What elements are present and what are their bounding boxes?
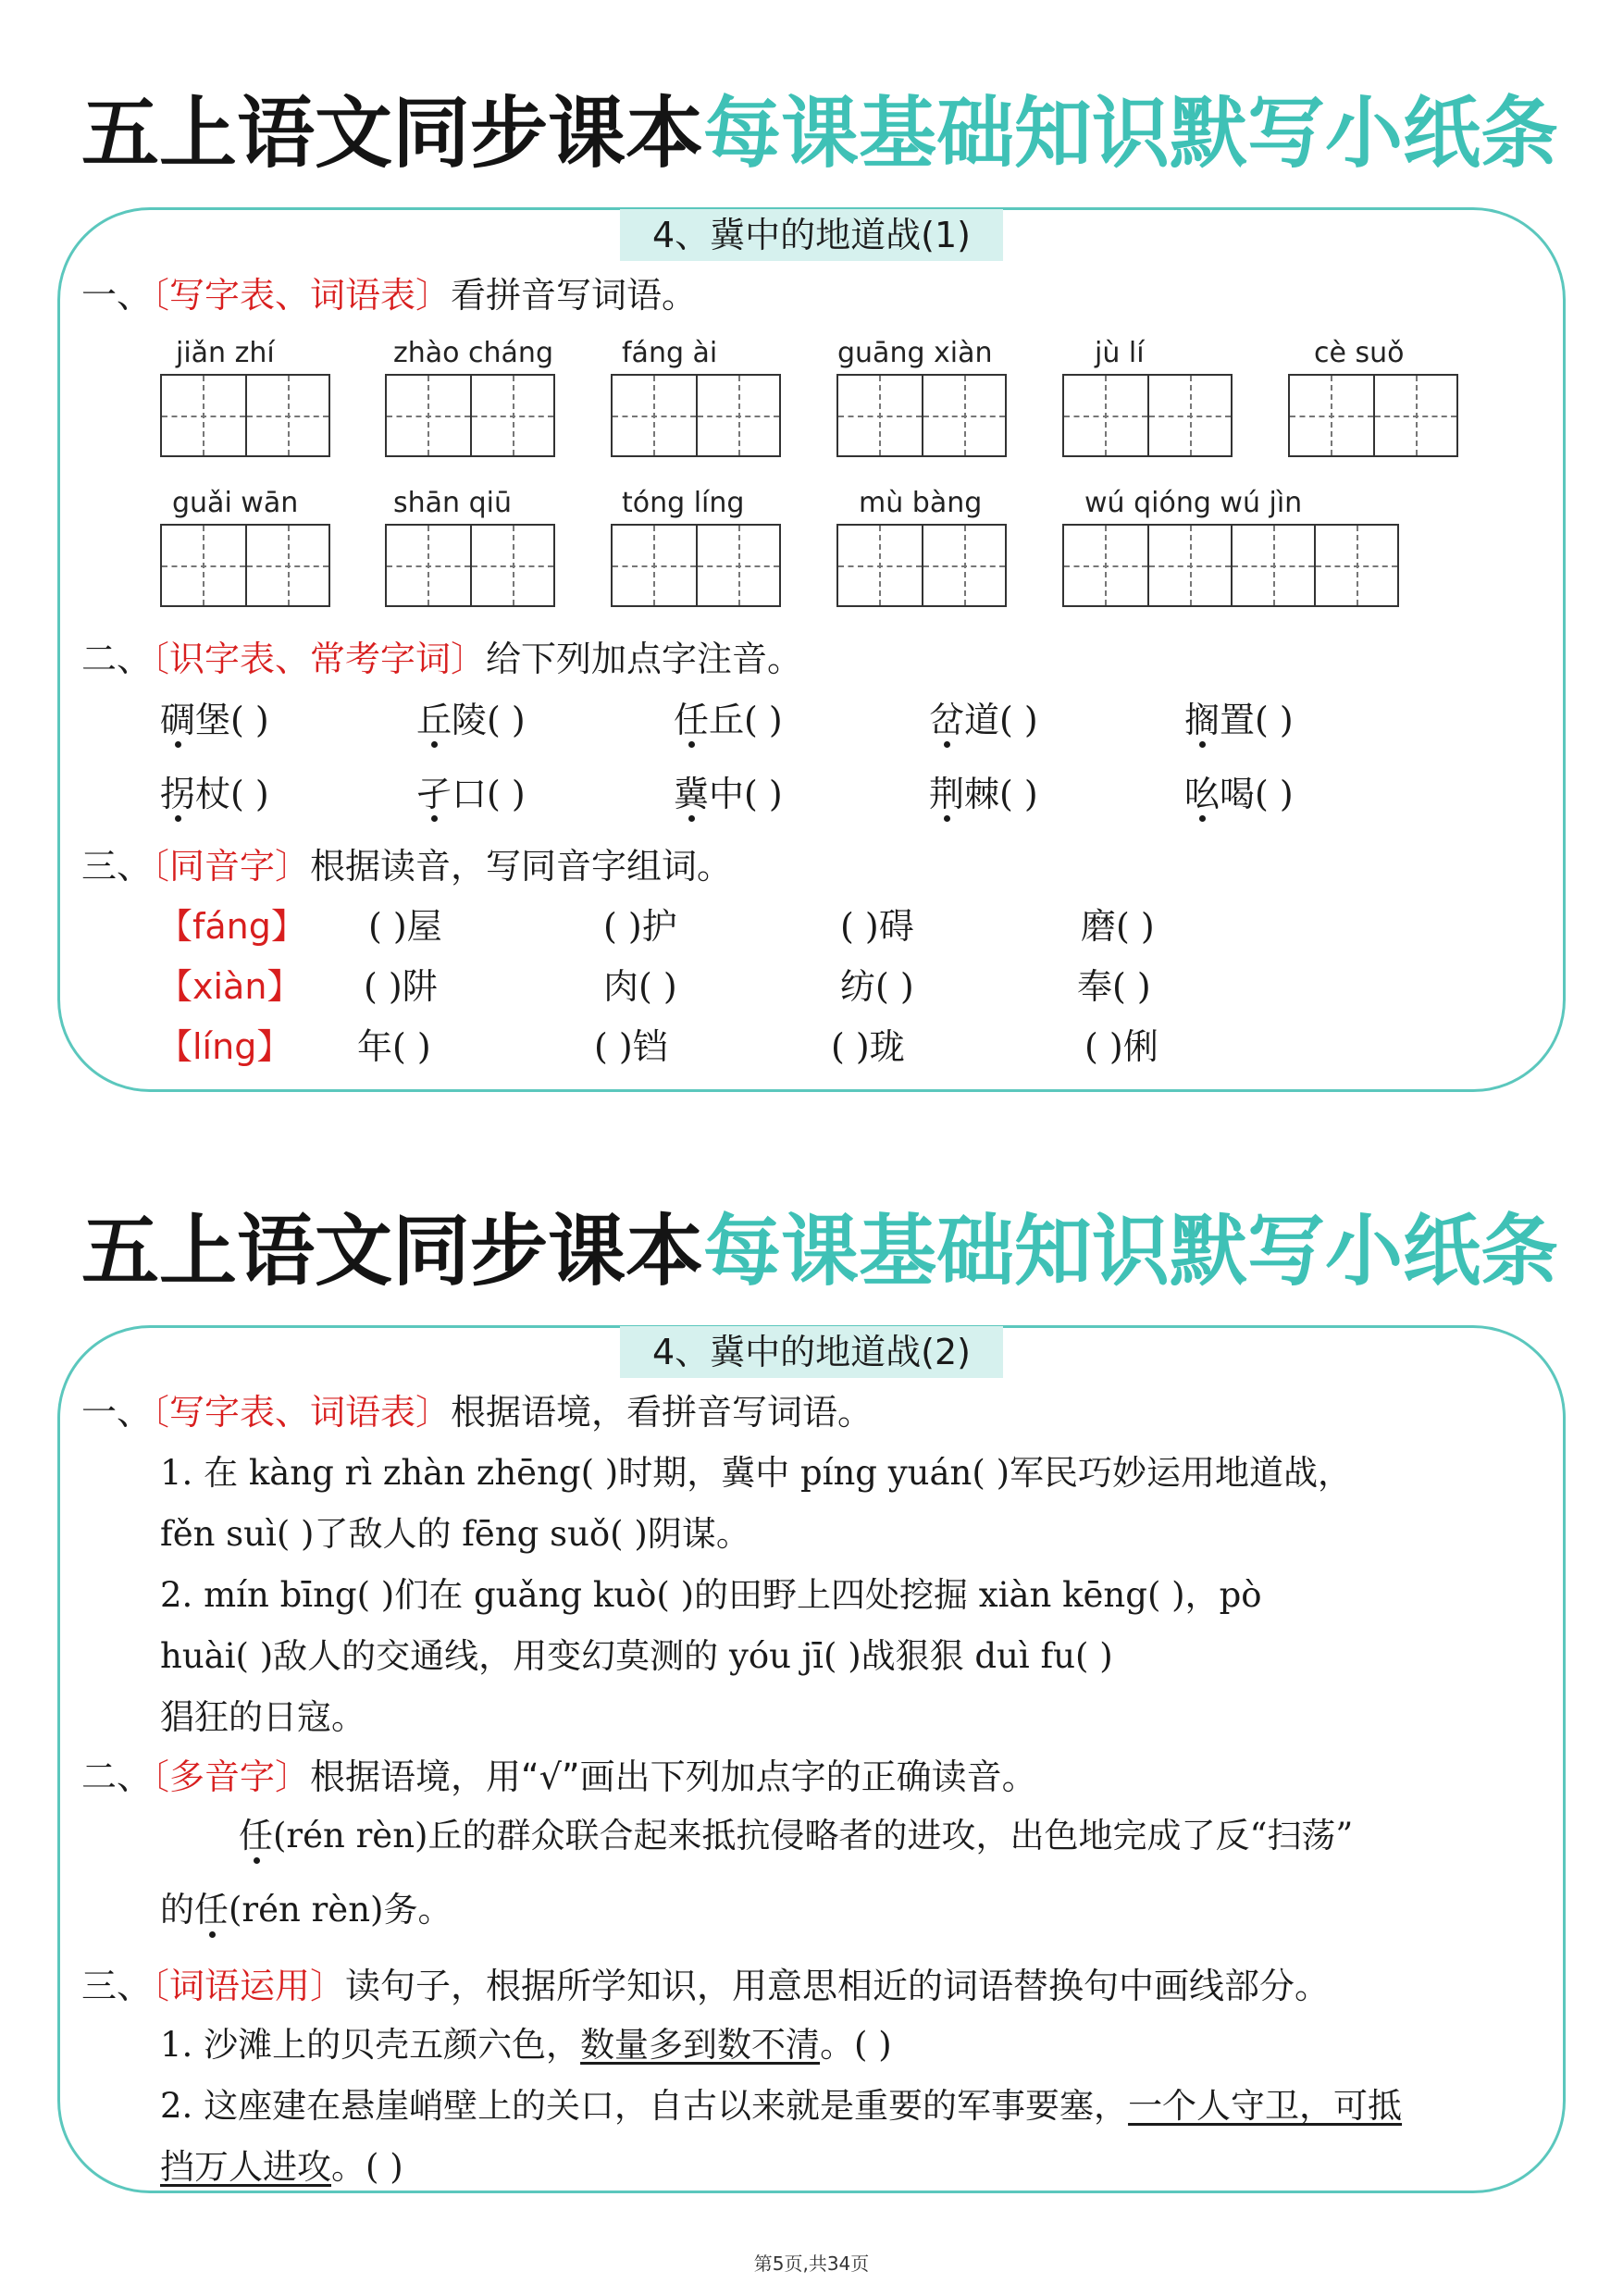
pinyin-label: jù lí (1095, 337, 1145, 369)
pinyin-label: tóng líng (622, 487, 745, 519)
homophone-blank[interactable]: ( )阱 (364, 966, 438, 1007)
writing-grid[interactable] (1062, 374, 1233, 457)
annotation-item[interactable]: 碉堡( ) (160, 696, 269, 744)
section-tag: 〔同音字〕 (152, 846, 311, 887)
annotation-item[interactable]: 孑口( ) (416, 770, 526, 818)
homophone-blank[interactable]: 纺( ) (840, 966, 914, 1007)
homophone-blank[interactable]: ( )珑 (831, 1026, 905, 1067)
annotation-item[interactable]: 荆棘( ) (929, 770, 1038, 818)
page-number: 第5页,共34页 (753, 2253, 870, 2275)
section-2-heading: 二、〔识字表、常考字词〕给下列加点字注音。 (81, 639, 803, 679)
section-tag: 〔写字表、词语表〕 (152, 1392, 452, 1433)
banner-title-2 (81, 1196, 1559, 1307)
section-3-heading: 三、〔词语运用〕读句子，根据所学知识，用意思相近的词语替换句中画线部分。 (81, 1966, 1331, 2006)
underlined-phrase: 挡万人进攻 (160, 2147, 331, 2187)
underlined-phrase: 数量多到数不清 (580, 2025, 821, 2065)
context-line: fěn suì( )了敌人的 fēng suǒ( )阴谋。 (160, 1514, 750, 1554)
writing-grid[interactable] (611, 524, 781, 607)
writing-grid[interactable] (385, 524, 555, 607)
section-1-heading: 一、〔写字表、词语表〕根据语境，看拼音写词语。 (81, 1392, 873, 1433)
homophone-label: 【xiàn】 (157, 966, 303, 1007)
banner-title-part1: 五上语文同步课本 (81, 1205, 704, 1297)
lesson-title-2: 4、冀中的地道战(2) (620, 1326, 1003, 1378)
section-tag: 〔识字表、常考字词〕 (152, 639, 487, 679)
annotation-item[interactable]: 吆喝( ) (1184, 770, 1294, 818)
question-line: 2. 这座建在悬崖峭壁上的关口，自古以来就是重要的军事要塞，一个人守卫，可抵 (160, 2086, 1403, 2126)
pinyin-label: guǎi wān (172, 487, 299, 519)
section-tag: 〔写字表、词语表〕 (152, 275, 452, 316)
polyphone-line: 任(rén rèn)丘的群众联合起来抵抗侵略者的进攻，出色地完成了反“扫荡” (239, 1812, 1353, 1860)
banner-title-part1: 五上语文同步课本 (81, 87, 704, 179)
annotation-item[interactable]: 冀中( ) (674, 770, 783, 818)
annotation-item[interactable]: 丘陵( ) (416, 696, 526, 744)
section-3-heading: 三、〔同音字〕根据读音，写同音字组词。 (81, 846, 733, 887)
homophone-blank[interactable]: 奉( ) (1077, 966, 1151, 1007)
context-line: 2. mín bīng( )们在 guǎng kuò( )的田野上四处挖掘 xiàn kēng( )，pò (160, 1575, 1262, 1615)
annotation-item[interactable]: 搁置( ) (1184, 696, 1294, 744)
section-2-heading: 二、〔多音字〕根据语境，用“√”画出下列加点字的正确读音。 (81, 1756, 1037, 1797)
writing-grid[interactable] (160, 374, 330, 457)
homophone-blank[interactable]: ( )护 (603, 906, 677, 947)
pinyin-label: cè suǒ (1314, 337, 1405, 369)
context-line: 1. 在 kàng rì zhàn zhēng( )时期，冀中 píng yuán( )军民巧妙运用地道战， (160, 1453, 1353, 1493)
homophone-blank[interactable]: 磨( ) (1081, 906, 1155, 947)
banner-title-1 (81, 78, 1559, 189)
writing-grid[interactable] (836, 524, 1007, 607)
pinyin-label: jiǎn zhí (176, 337, 275, 369)
polyphone-line: 的任(rén rèn)务。 (160, 1886, 452, 1934)
section-1-heading: 一、〔写字表、词语表〕看拼音写词语。 (81, 275, 698, 316)
question-line: 1. 沙滩上的贝壳五颜六色，数量多到数不清。( ) (160, 2025, 892, 2065)
banner-title-part2: 每课基础知识默写小纸条 (703, 87, 1559, 179)
pinyin-label: shān qiū (393, 487, 512, 519)
writing-grid[interactable] (611, 374, 781, 457)
lesson-title-1: 4、冀中的地道战(1) (620, 209, 1003, 261)
writing-grid[interactable] (385, 374, 555, 457)
underlined-phrase: 一个人守卫，可抵 (1128, 2086, 1403, 2126)
homophone-blank[interactable]: ( )屋 (368, 906, 442, 947)
pinyin-label: mù bàng (859, 487, 983, 519)
homophone-blank[interactable]: 肉( ) (603, 966, 677, 1007)
annotation-item[interactable]: 任丘( ) (674, 696, 783, 744)
writing-grid[interactable] (836, 374, 1007, 457)
homophone-blank[interactable]: ( )铛 (594, 1026, 668, 1067)
homophone-blank[interactable]: ( )俐 (1084, 1026, 1158, 1067)
homophone-blank[interactable]: 年( ) (357, 1026, 431, 1067)
pinyin-label: guāng xiàn (837, 337, 993, 369)
context-line: 猖狂的日寇。 (160, 1697, 365, 1737)
homophone-label: 【fáng】 (157, 906, 306, 947)
homophone-blank[interactable]: ( )碍 (840, 906, 914, 947)
section-tag: 〔词语运用〕 (152, 1966, 346, 2006)
question-line: 挡万人进攻。( ) (160, 2147, 403, 2187)
homophone-label: 【líng】 (157, 1026, 292, 1067)
writing-grid[interactable] (160, 524, 330, 607)
pinyin-label: wú qióng wú jìn (1084, 487, 1303, 519)
annotation-item[interactable]: 拐杖( ) (160, 770, 269, 818)
context-line: huài( )敌人的交通线，用变幻莫测的 yóu jī( )战狠狠 duì fu( ) (160, 1636, 1113, 1676)
section-tag: 〔多音字〕 (152, 1756, 311, 1797)
writing-grid[interactable] (1288, 374, 1458, 457)
writing-grid[interactable] (1062, 524, 1399, 607)
pinyin-label: fáng ài (622, 337, 718, 369)
pinyin-label: zhào cháng (393, 337, 553, 369)
annotation-item[interactable]: 岔道( ) (929, 696, 1038, 744)
banner-title-part2: 每课基础知识默写小纸条 (703, 1205, 1559, 1297)
